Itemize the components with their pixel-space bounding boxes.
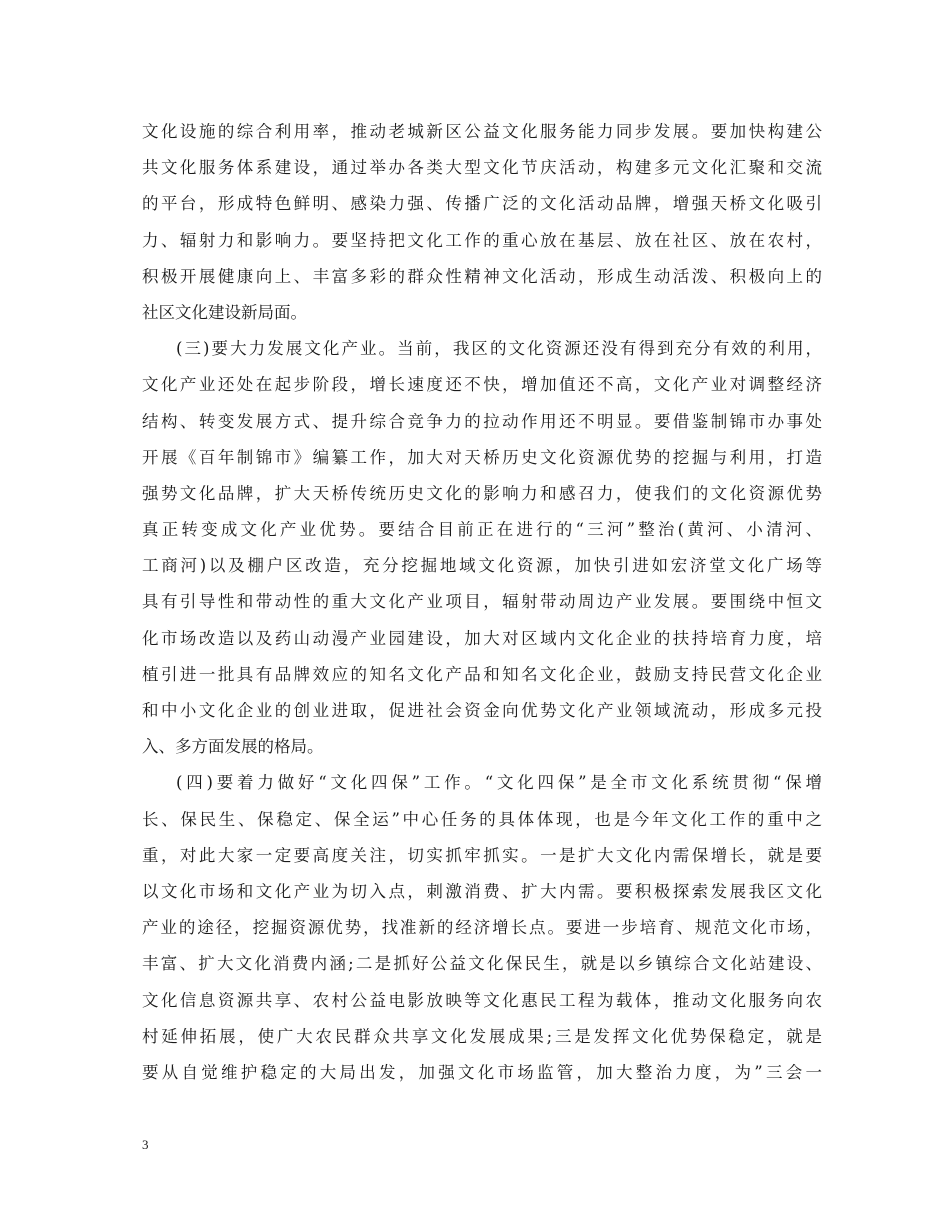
text-line: 文化信息资源共享、农村公益电影放映等文化惠民工程为载体，推动文化服务向农 <box>142 990 822 1010</box>
page-number: 3 <box>142 1137 149 1152</box>
text-line: 入、多方面发展的格局。 <box>142 737 324 757</box>
text-line: 真正转变成文化产业优势。要结合目前正在进行的“三河”整治(黄河、小清河、 <box>142 520 822 540</box>
text-line: 共文化服务体系建设，通过举办各类大型文化节庆活动，构建多元文化汇聚和交流 <box>142 158 822 178</box>
text-line: 村延伸拓展，使广大农民群众共享文化发展成果;三是发挥文化优势保稳定，就是 <box>142 1026 822 1046</box>
document-body <box>142 114 822 1091</box>
text-line: 力、辐射力和影响力。要坚持把文化工作的重心放在基层、放在社区、放在农村， <box>142 230 822 250</box>
text-line: 产业的途径，挖掘资源优势，找准新的经济增长点。要进一步培育、规范文化市场， <box>142 918 822 938</box>
text-line: (四)要着力做好“文化四保”工作。“文化四保”是全市文化系统贯彻“保增 <box>176 773 822 793</box>
text-line: 化市场改造以及药山动漫产业园建设，加大对区域内文化企业的扶持培育力度，培 <box>142 628 822 648</box>
paragraph-2 <box>142 331 822 765</box>
text-line: 工商河)以及棚户区改造，充分挖掘地域文化资源，加快引进如宏济堂文化广场等 <box>142 556 822 576</box>
text-line: (三)要大力发展文化产业。当前，我区的文化资源还没有得到充分有效的利用， <box>176 339 822 359</box>
text-line: 积极开展健康向上、丰富多彩的群众性精神文化活动，形成生动活泼、积极向上的 <box>142 266 822 286</box>
text-line: 要从自觉维护稳定的大局出发，加强文化市场监管，加大整治力度，为”三会一 <box>142 1062 822 1082</box>
paragraph-3 <box>142 765 822 1091</box>
text-line: 重，对此大家一定要高度关注，切实抓牢抓实。一是扩大文化内需保增长，就是要 <box>142 845 822 865</box>
text-line: 文化设施的综合利用率，推动老城新区公益文化服务能力同步发展。要加快构建公 <box>142 122 822 141</box>
text-line: 的平台，形成特色鲜明、感染力强、传播广泛的文化活动品牌，增强天桥文化吸引 <box>142 194 822 214</box>
text-line: 开展《百年制锦市》编纂工作，加大对天桥历史文化资源优势的挖掘与利用，打造 <box>142 447 822 467</box>
text-line: 以文化市场和文化产业为切入点，刺激消费、扩大内需。要积极探索发展我区文化 <box>142 881 822 901</box>
text-line: 和中小文化企业的创业进取，促进社会资金向优势文化产业领域流动，形成多元投 <box>142 701 822 720</box>
text-line: 文化产业还处在起步阶段，增长速度还不快，增加值还不高，文化产业对调整经济 <box>142 375 822 395</box>
text-line: 强势文化品牌，扩大天桥传统历史文化的影响力和感召力，使我们的文化资源优势 <box>142 483 822 503</box>
text-line: 结构、转变发展方式、提升综合竞争力的拉动作用还不明显。要借鉴制锦市办事处 <box>142 411 822 431</box>
paragraph-1 <box>142 114 822 331</box>
text-line: 植引进一批具有品牌效应的知名文化产品和知名文化企业，鼓励支持民营文化企业 <box>142 664 822 684</box>
text-line: 丰富、扩大文化消费内涵;二是抓好公益文化保民生，就是以乡镇综合文化站建设、 <box>142 954 822 974</box>
text-line: 长、保民生、保稳定、保全运”中心任务的具体体现，也是今年文化工作的重中之 <box>142 809 822 829</box>
text-line: 社区文化建设新局面。 <box>142 302 307 322</box>
text-line: 具有引导性和带动性的重大文化产业项目，辐射带动周边产业发展。要围绕中恒文 <box>142 592 822 612</box>
